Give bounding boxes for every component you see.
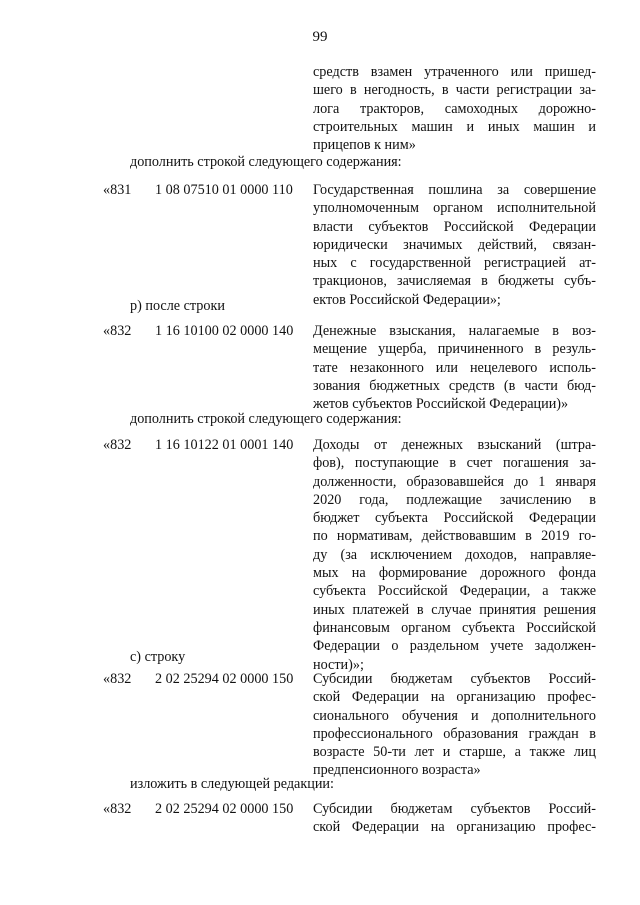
- text-line: сионального обучения и дополнительного: [313, 707, 596, 724]
- text-line: профессионального образования граждан в: [313, 725, 596, 742]
- text-line: лога тракторов, самоходных дорожно-: [313, 100, 596, 117]
- text-line: зования бюджетных средств (в части бюд-: [313, 377, 596, 394]
- intro-fragment: [313, 63, 596, 154]
- text-line: прицепов к ним»: [313, 137, 416, 154]
- page-number: 99: [312, 29, 328, 45]
- text-line: долженности, образовавшейся до 1 января: [313, 473, 596, 490]
- text-line: иных платежей в случае принятия решения: [313, 601, 596, 618]
- text-line: Субсидии бюджетам субъектов Россий-: [313, 801, 596, 817]
- row-description: [313, 436, 596, 674]
- text-line: Субсидии бюджетам субъектов Россий-: [313, 671, 596, 687]
- text-line: средств взамен утраченного или пришед-: [313, 64, 596, 80]
- text-line: уполномоченным органом исполнительной: [313, 200, 596, 217]
- text-line: 2020 года, подлежащие зачислению в: [313, 491, 596, 508]
- text-line: ности)»;: [313, 656, 364, 673]
- row-description: [313, 322, 596, 413]
- kbk-code: 2 02 25294 02 0000 150: [155, 801, 294, 817]
- text-line: возрасте 50-ти лет и старше, а также лиц: [313, 744, 596, 761]
- text-line: ской Федерации на организацию профес-: [313, 819, 596, 836]
- admin-code: «832: [103, 801, 132, 817]
- admin-code: «832: [103, 323, 132, 339]
- text-line: Федерации о раздельном учете задолжен-: [313, 638, 596, 655]
- text-line: тракционов, зачисляемая в бюджеты субъ-: [313, 273, 596, 290]
- text-line: мых на формирование дорожного фонда: [313, 565, 596, 582]
- text-line: тате незаконного или нецелевого исполь-: [313, 359, 596, 376]
- text-line: шего в негодность, в части регистрации за-: [313, 82, 596, 99]
- admin-code: «832: [103, 671, 132, 687]
- text-line: жетов субъектов Российской Федерации)»: [313, 396, 569, 413]
- text-line: мещение ущерба, причиненного в резуль-: [313, 341, 596, 358]
- admin-code: «831: [103, 182, 132, 198]
- instruction-text: с) строку: [130, 649, 186, 665]
- kbk-code: 1 16 10100 02 0000 140: [155, 323, 294, 339]
- instruction-text: дополнить строкой следующего содержания:: [130, 154, 402, 170]
- text-line: субъекта Российской Федерации, а также: [313, 583, 596, 600]
- row-description: [313, 800, 596, 837]
- text-line: Денежные взыскания, налагаемые в воз-: [313, 323, 596, 339]
- instruction-text: р) после строки: [130, 298, 225, 314]
- row-description: [313, 670, 596, 780]
- admin-code: «832: [103, 437, 132, 453]
- row-description: [313, 181, 596, 309]
- kbk-code: 1 08 07510 01 0000 110: [155, 182, 293, 198]
- text-line: предпенсионного возраста»: [313, 762, 481, 779]
- instruction-text: дополнить строкой следующего содержания:: [130, 411, 402, 427]
- text-line: ской Федерации на организацию профес-: [313, 689, 596, 706]
- text-line: ду (за исключением доходов, направляе-: [313, 546, 596, 563]
- text-line: юридически значимых действий, связан-: [313, 236, 596, 253]
- text-line: финансовым органом субъекта Российской: [313, 619, 596, 636]
- text-line: власти субъектов Российской Федерации: [313, 218, 596, 235]
- text-line: строительных машин и иных машин и: [313, 118, 596, 135]
- instruction-text: изложить в следующей редакции:: [130, 776, 334, 792]
- text-line: Государственная пошлина за совершение: [313, 182, 596, 198]
- text-line: фов), поступающие в счет погашения за-: [313, 455, 596, 472]
- text-line: Доходы от денежных взысканий (штра-: [313, 437, 596, 453]
- kbk-code: 2 02 25294 02 0000 150: [155, 671, 294, 687]
- text-line: ектов Российской Федерации»;: [313, 291, 501, 308]
- kbk-code: 1 16 10122 01 0001 140: [155, 437, 294, 453]
- text-line: бюджет субъекта Российской Федерации: [313, 510, 596, 527]
- text-line: ных с государственной регистрацией ат-: [313, 255, 596, 272]
- text-line: по нормативам, действовавшим в 2019 го-: [313, 528, 596, 545]
